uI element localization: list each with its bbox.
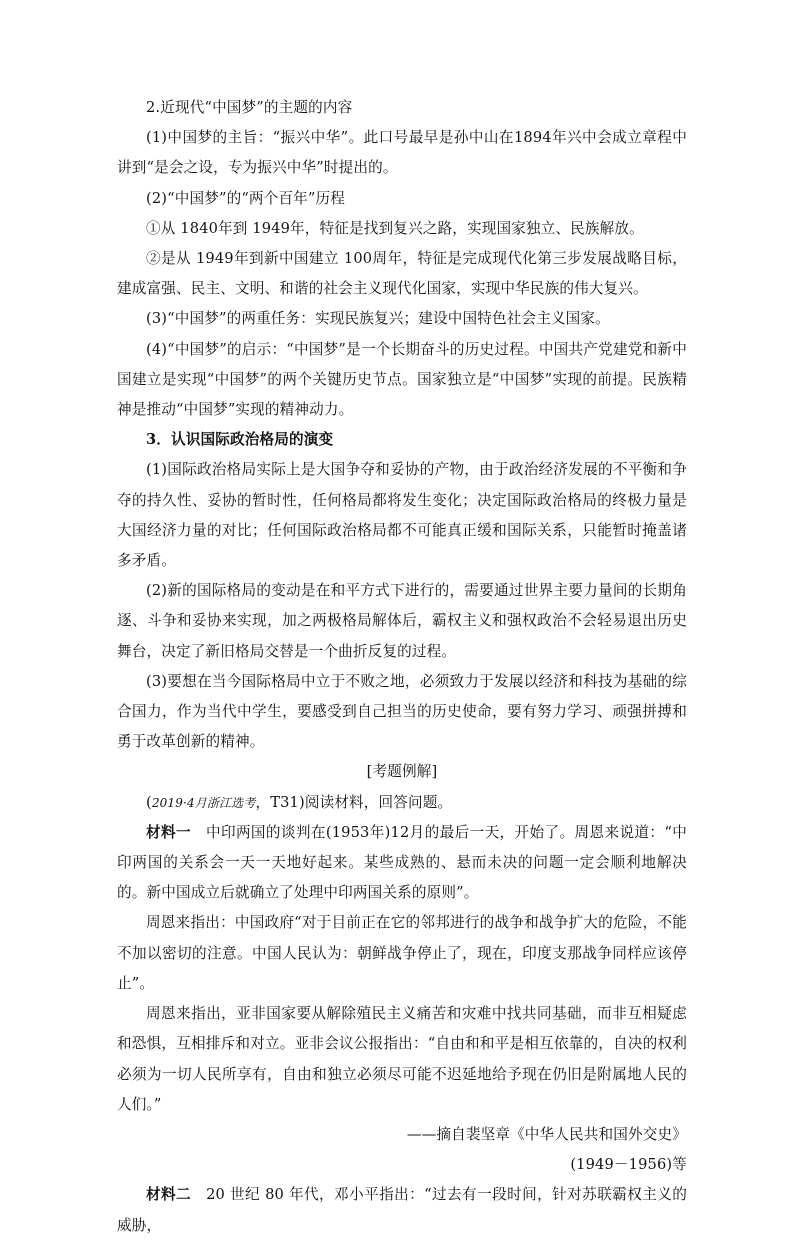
document-page bbox=[117, 93, 687, 1241]
section-heading-3: 3．认识国际政治格局的演变 bbox=[146, 431, 334, 449]
material-one-paragraph bbox=[117, 818, 687, 909]
material-two-paragraph bbox=[117, 1180, 687, 1240]
citation-years: (1949－1956)等 bbox=[570, 1156, 687, 1174]
material-two-label: 材料二 bbox=[146, 1186, 192, 1204]
material-one-label: 材料一 bbox=[146, 823, 191, 841]
paragraph: (3)“中国梦”的两重任务：实现民族复兴；建设中国特色社会主义国家。 bbox=[146, 310, 610, 328]
citation: ——摘自裴坚章《中华人民共和国外交史》 bbox=[406, 1125, 687, 1143]
paragraph: (2)新的国际格局的变动是在和平方式下进行的，需要通过世界主要力量间的长期角逐、斗争和妥协来实现，加之两极格局解体后，霸权主义和强权政治不会轻易退出历史舞台，决定了新旧格局交替是一个曲折反复的过程。 bbox=[117, 582, 687, 660]
paragraph: (1)国际政治格局实际上是大国争夺和妥协的产物，由于政治经济发展的不平衡和争夺的持久性、妥协的暂时性，任何格局都将发生变化；决定国际政治格局的终极力量是大国经济力量的对比；任何国际政治格局都不可能真正缓和国际关系，只能暂时掩盖诸多矛盾。 bbox=[117, 461, 687, 570]
material-one-text: 中印两国的谈判在(1953年)12月的最后一天，开始了。周恩来说道：“中印两国的关系会一天一天地好起来。某些成熟的、悬而未决的问题一定会顺利地解决的。新中国成立后就确立了处理中印两国关系的原则”。 bbox=[117, 823, 688, 902]
paragraph: 周恩来指出，亚非国家要从解除殖民主义痛苦和灾难中找共同基础，而非互相疑虑和恐惧，互相排斥和对立。亚非会议公报指出：“自由和和平是相互依靠的，自决的权利必须为一切人民所享有，自由和独立必须尽可能不迟延地给予现在仍旧是附属地人民的人们。” bbox=[117, 1005, 687, 1113]
material-two-text: 20 世纪 80 年代，邓小平指出：“过去有一段时间，针对苏联霸权主义的威胁， bbox=[117, 1186, 687, 1234]
paragraph: ②是从 1949年到新中国建立 100周年，特征是完成现代化第三步发展战略目标，建成富强、民主、文明、和谐的社会主义现代化国家，实现中华民族的伟大复兴。 bbox=[117, 250, 687, 298]
paragraph: (3)要想在当今国际格局中立于不败之地，必须致力于发展以经济和科技为基础的综合国力，作为当代中学生，要感受到自己担当的历史使命，要有努力学习、顽强拼搏和勇于改革创新的精神。 bbox=[117, 672, 687, 751]
source-rest: ，T31)阅读材料，回答问题。 bbox=[255, 793, 453, 811]
paragraph: (2)“中国梦”的“两个百年”历程 bbox=[146, 189, 346, 207]
paragraph: (1)中国梦的主旨：“振兴中华”。此口号最早是孙中山在1894年兴中会成立章程中讲到“是会之设，专为振兴中华”时提出的。 bbox=[117, 129, 687, 177]
paragraph: 周恩来指出：中国政府“对于目前正在它的邻邦进行的战争和战争扩大的危险，不能不加以密切的注意。中国人民认为：朝鲜战争停止了，现在，印度支那战争同样应该停止”。 bbox=[117, 914, 687, 992]
example-title: [考题例解] bbox=[366, 763, 438, 781]
paragraph: ①从 1840年到 1949年，特征是找到复兴之路，实现国家独立、民族解放。 bbox=[146, 219, 644, 237]
question-source bbox=[117, 788, 687, 818]
source-open: ( bbox=[146, 793, 152, 811]
exam-source: 2019·4月浙江选考 bbox=[151, 795, 256, 810]
section-heading-2: 2.近现代“中国梦”的主题的内容 bbox=[146, 99, 353, 116]
paragraph: (4)“中国梦”的启示：“中国梦”是一个长期奋斗的历史过程。中国共产党建党和新中国建立是实现“中国梦”的两个关键历史节点。国家独立是“中国梦”实现的前提。民族精神是推动“中国梦”实现的精神动力。 bbox=[117, 340, 687, 419]
